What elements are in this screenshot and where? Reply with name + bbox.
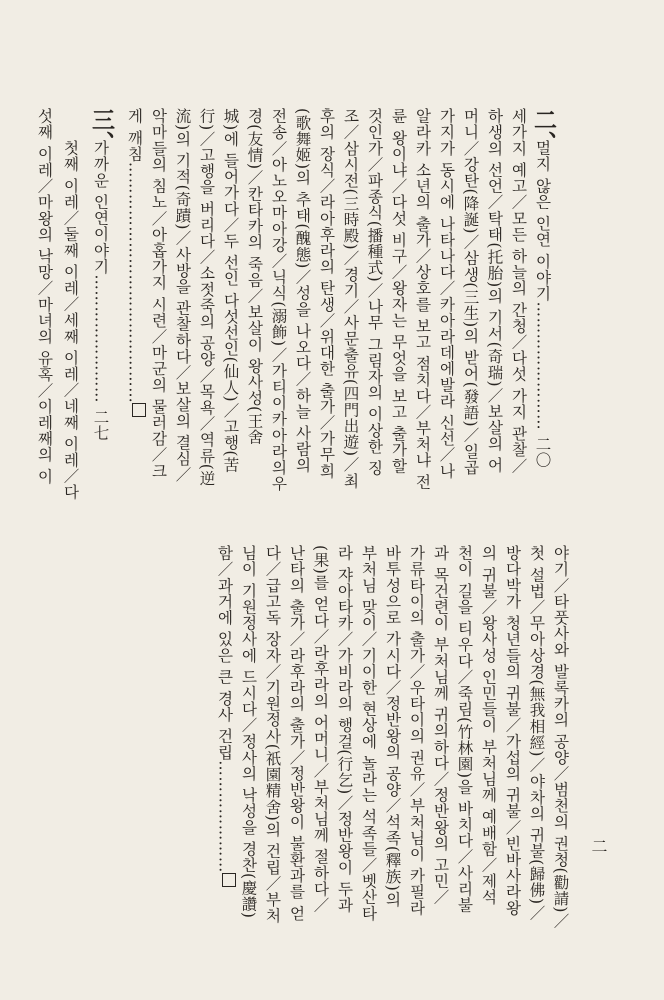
section-2-line: 알라카 소년의 출가／상호를 보고 점치다／부처냐 전 xyxy=(413,108,432,490)
section-2-line: 후의 장식／라아후라의 탄생／위대한 출가／가무희 xyxy=(317,108,336,479)
section-2-line: 流)의 기적(奇蹟)／사방을 관찰하다／보살의 결심／ xyxy=(173,108,192,483)
section-3-line: 첫째 이레／둘째 이레／세째 이레／네째 이레／다 xyxy=(61,140,80,501)
continuation-line: (果)를 얻다／라후라의 어머니／부처님께 절하다／ xyxy=(311,545,330,913)
section-2-line: 行)／고행을 버리다／소젓죽의 공양／목욕／역류(逆 xyxy=(197,108,216,487)
section-2-line: 것인가／파종식(播種式)／나무 그림자의 이상한 징 xyxy=(365,108,384,476)
section-2-title-line: 멀지 않은 인연 이야기…………………… 二〇 xyxy=(533,140,552,469)
continuation-line: 다／급고독 장자／기원정사(祇園精舍)의 건립／부처 xyxy=(263,545,282,924)
continuation-line: 천이 길을 티우다／죽림(竹林園)을 바치다／사리불 xyxy=(455,545,474,913)
end-mark xyxy=(222,873,236,887)
section-2-line: 륜 왕이냐／다섯 비구／왕자는 무엇을 보고 출가할 xyxy=(389,108,408,474)
section-2-line: 게 깨침……………………………………… xyxy=(126,108,146,417)
continuation-line: 함／과거에 있은 큰 경사 건립………………… xyxy=(216,545,236,887)
section-2-line: 전송／아노오마아강／닉식(溺飾)／가티이카아라의우 xyxy=(269,108,288,492)
continuation-line: 의 귀불／왕사성 인민들이 부처님께 예배함／제석 xyxy=(479,545,498,906)
section-number-2: 二、 xyxy=(530,108,557,154)
end-mark xyxy=(132,403,146,417)
continuation-line: 난타의 출가／라후라의 출가／정반왕이 불환과를 얻 xyxy=(287,545,306,922)
continuation-line: 부처님 맞이／기이한 현상에 놀라는 석족들／벳산타 xyxy=(359,545,378,922)
section-2-line: 악마들의 침노／아홉가지 시련／마군의 물러감／크 xyxy=(149,108,168,479)
section-number-3: 三、 xyxy=(88,108,115,154)
page-number: 二 xyxy=(589,838,608,854)
section-2-line: 가지가 동시에 나타나다／카아라데에발라 신선／나 xyxy=(437,108,456,479)
section-2-line: (歌舞姬)의 추태(醜態)／성을 나오다／하늘 사람의 xyxy=(293,108,312,474)
continuation-line: 첫 설법／무아상경(無我相經)／야차의 귀불(歸佛)／ xyxy=(527,545,546,921)
continuation-line: 님이 기원정사에 드시다／정사의 낙성을 경찬(慶讚) xyxy=(239,545,258,919)
section-2-line: 머니／강탄(降誕)／삼생(三生)의 받어(發語)／일곱 xyxy=(461,108,480,476)
continuation-line: 바투성으로 가시다／정반왕의 공양／석족(釋族)의 xyxy=(383,545,402,908)
continuation-line: 가류타이의 출가／우타이의 권유／부처님이 카필라 xyxy=(407,545,426,916)
section-3-title-line: 가까운 인연이야기…………………… 二七 xyxy=(91,140,110,441)
section-2-line: 경(友情)／칸타카의 죽음／보살이 왕사성(王舍 xyxy=(245,108,264,445)
continuation-line: 방다박가 청년들의 귀불／가섭의 귀불／빈바사라왕 xyxy=(503,545,522,916)
section-2-line: 城)에 들어가다／두 선인 다섯선인(仙人)／고행(苦 xyxy=(221,108,240,474)
continuation-line: 과 목건련이 부처님께 귀의하다／정반왕의 고민／ xyxy=(431,545,450,906)
section-2-line: 하생의 선언／탁태(托胎)의 기서(奇瑞)／보살의 어 xyxy=(485,108,504,474)
continuation-line: 라 쟈아타카／가비라의 행걸(行乞)／정반왕이 두과 xyxy=(335,545,354,913)
section-2-line: 세가지 예고／모든 하늘의 간청／다섯 가지 관찰／ xyxy=(509,108,528,474)
section-2-line: 조／삼시전(三時殿)／경기／사문출유(四門出遊)／최 xyxy=(341,108,360,489)
section-3-line: 섯째 이레／마왕의 낙망／마녀의 유혹／이레째의 이 xyxy=(35,108,54,485)
continuation-line: 야기／타풋사와 발록카의 공양／범천의 권청(勸請)／ xyxy=(551,545,570,930)
